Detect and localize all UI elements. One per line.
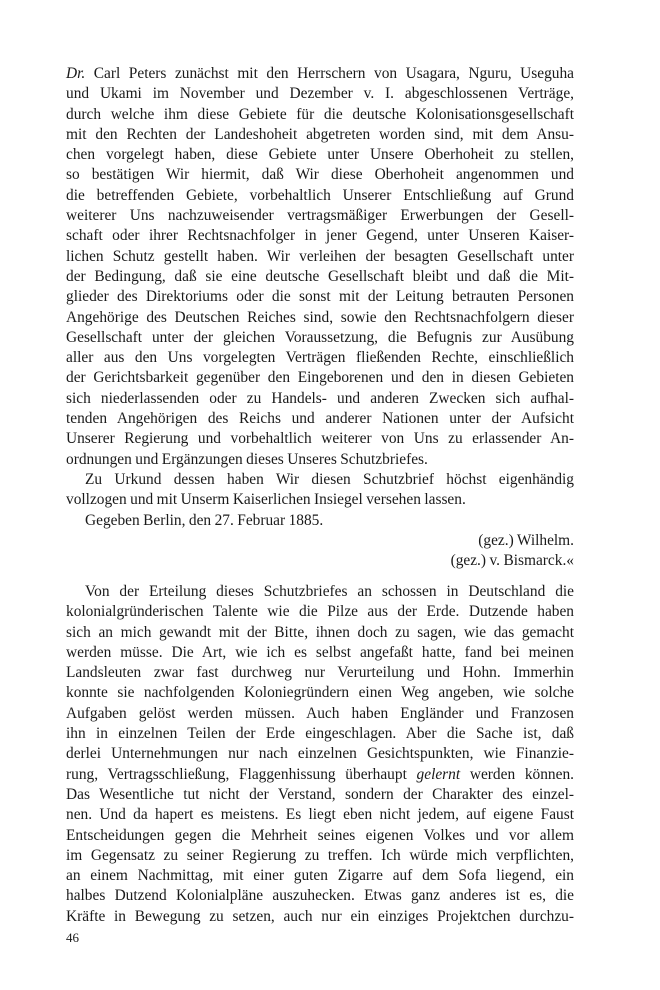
text-line: [66, 826, 574, 846]
text-segment: sich an mich gewandt mit der Bitte, ihnen doch zu sagen, wie das gemacht: [66, 623, 574, 641]
text-line: [66, 490, 574, 510]
narrative-paragraph: [66, 582, 574, 927]
text-segment: halbes Dutzend Kolonialpläne auszuhecken. Etwas ganz anderes ist es, die: [66, 887, 574, 905]
text-segment: ordnungen und Ergänzungen dieses Unseres Schutzbriefes.: [66, 450, 428, 468]
text-line: [66, 602, 574, 622]
text-segment: Angehörige des Deutschen Reiches sind, sowie den Rechtsnachfolgern dieser: [66, 308, 574, 326]
text-line: [66, 247, 574, 267]
text-segment: und Ukami im November und Dezember v. I. abgeschlossenen Verträge,: [66, 85, 574, 103]
text-segment: Von der Erteilung dieses Schutzbriefes an schossen in Deutschland die: [85, 583, 574, 600]
text-line: [66, 531, 574, 551]
text-line: [66, 389, 574, 409]
text-segment: Das Wesentliche tut nicht der Verstand, sondern der Charakter des einzel-: [66, 785, 574, 803]
text-segment: an einem Nachmittag, mit einer guten Zigarre auf dem Sofa liegend, ein: [66, 867, 574, 885]
italic-text-segment: Dr.: [66, 65, 86, 82]
text-segment: werden müsse. Die Art, wie ich es selbst angefaßt hatte, fand bei meinen: [66, 643, 574, 661]
text-segment: schaft oder ihrer Rechtsnachfolger in jener Gegend, unter Unseren Kaiser-: [66, 227, 574, 245]
text-segment: Zu Urkund dessen haben Wir diesen Schutzbrief höchst eigenhändig: [85, 470, 574, 488]
text-line: [66, 907, 574, 927]
text-segment: werden können.: [460, 765, 574, 783]
text-segment: der Bedingung, daß sie eine deutsche Gesellschaft bleibt und daß die Mit-: [66, 267, 574, 285]
text-line: [66, 145, 574, 165]
text-line: [66, 328, 574, 348]
text-segment: Landsleuten zwar fast durchweg nur Verurteilung und Hohn. Immerhin: [66, 664, 574, 682]
text-segment: ihn in einzelnen Teilen der Erde eingeschlagen. Aber die Sache ist, daß: [66, 725, 574, 743]
text-segment: lichen Schutz gestellt haben. Wir verleihen der besagten Gesellschaft unter: [66, 247, 574, 265]
text-line: [66, 226, 574, 246]
text-line: [66, 267, 574, 287]
text-line: [66, 886, 574, 906]
text-segment: tenden Angehörigen des Reichs und anderer Nationen unter der Aufsicht: [66, 410, 574, 428]
text-segment: im Gegensatz zu seiner Regierung zu treffen. Ich würde mich verpflichten,: [66, 846, 574, 864]
text-line: [66, 805, 574, 825]
text-segment: nen. Und da hapert es meistens. Es liegt eben nicht jedem, auf eigene Faust: [66, 806, 574, 824]
italic-text-segment: gelernt: [416, 765, 461, 783]
text-line: [66, 582, 574, 602]
text-line: [66, 683, 574, 703]
text-line: [66, 348, 574, 368]
text-line: [66, 84, 574, 104]
text-line: [66, 409, 574, 429]
text-segment: Entscheidungen gegen die Mehrheit seines eigenen Volkes und vor allem: [66, 826, 574, 844]
text-segment: Unserer Regierung und vorbehaltlich weiterer von Uns zu erlassender An-: [66, 430, 574, 448]
charter-quote-text: [66, 64, 574, 571]
text-segment: Gegeben Berlin, den 27. Februar 1885.: [85, 511, 324, 529]
text-segment: sich niederlassenden oder zu Handels- und anderen Zwecken sich aufhal-: [66, 389, 574, 407]
text-line: [66, 186, 574, 206]
text-line: [66, 64, 574, 84]
text-segment: (gez.) v. Bismarck.«: [450, 552, 574, 570]
text-line: [66, 308, 574, 328]
text-line: [66, 287, 574, 307]
text-line: [66, 623, 574, 643]
text-line: [66, 470, 574, 490]
text-segment: rung, Vertragsschließung, Flaggenhissung überhaupt: [66, 765, 417, 783]
text-line: [66, 206, 574, 226]
text-segment: Gesellschaft unter der gleichen Voraussetzung, die Befugnis zur Ausübung: [66, 328, 574, 346]
text-segment: Kräfte in Bewegung zu setzen, auch nur ein einziges Projektchen durchzu-: [66, 907, 574, 925]
text-line: [66, 704, 574, 724]
text-segment: chen vorgelegt haben, diese Gebiete unter Unsere Oberhoheit zu stellen,: [66, 146, 574, 164]
text-segment: Carl Peters zunächst mit den Herrschern von Usagara, Nguru, Useguha: [85, 65, 574, 82]
text-line: [66, 744, 574, 764]
text-line: [66, 866, 574, 886]
text-line: [66, 765, 574, 785]
text-segment: Aufgaben gelöst werden müssen. Auch haben Engländer und Franzosen: [66, 704, 574, 722]
text-line: [66, 724, 574, 744]
text-line: [66, 551, 574, 571]
text-line: [66, 429, 574, 449]
text-segment: kolonialgründerischen Talente wie die Pilze aus der Erde. Dutzende haben: [66, 603, 574, 621]
text-segment: durch welche ihm diese Gebiete für die deutsche Kolonisationsgesellschaft: [66, 105, 574, 123]
text-line: [66, 368, 574, 388]
text-line: [66, 663, 574, 683]
text-segment: vollzogen und mit Unserm Kaiserlichen Insiegel versehen lassen.: [66, 491, 466, 509]
text-line: [66, 511, 574, 531]
text-segment: (gez.) Wilhelm.: [478, 531, 574, 549]
text-segment: aller aus den Uns vorgelegten Verträgen fließenden Rechte, einschließlich: [66, 349, 574, 367]
page-number: 46: [66, 930, 79, 945]
text-segment: so bestätigen Wir hiermit, daß Wir diese Oberhoheit angenommen und: [66, 166, 574, 184]
text-segment: derlei Unternehmungen nur nach einzelnen Gesichtspunkten, wie Finanzie-: [66, 745, 574, 763]
text-line: [66, 846, 574, 866]
text-line: [66, 125, 574, 145]
text-segment: weiterer Uns nachzuweisender vertragsmäßiger Erwerbungen der Gesell-: [66, 207, 574, 225]
text-segment: der Gerichtsbarkeit gegenüber den Eingeborenen und den in diesen Gebieten: [66, 369, 574, 387]
text-line: [66, 643, 574, 663]
text-segment: die betreffenden Gebiete, vorbehaltlich Unserer Entschließung auf Grund: [66, 186, 574, 204]
text-segment: mit den Rechten der Landeshoheit abgetreten worden sind, mit dem Ansu-: [66, 125, 574, 143]
text-segment: glieder des Direktoriums oder die sonst mit der Leitung betrauten Personen: [66, 288, 574, 306]
text-segment: konnte sie nachfolgenden Koloniegründern einen Weg angeben, wie solche: [66, 684, 574, 702]
text-line: [66, 105, 574, 125]
text-line: [66, 165, 574, 185]
text-line: [66, 450, 574, 470]
text-line: [66, 785, 574, 805]
